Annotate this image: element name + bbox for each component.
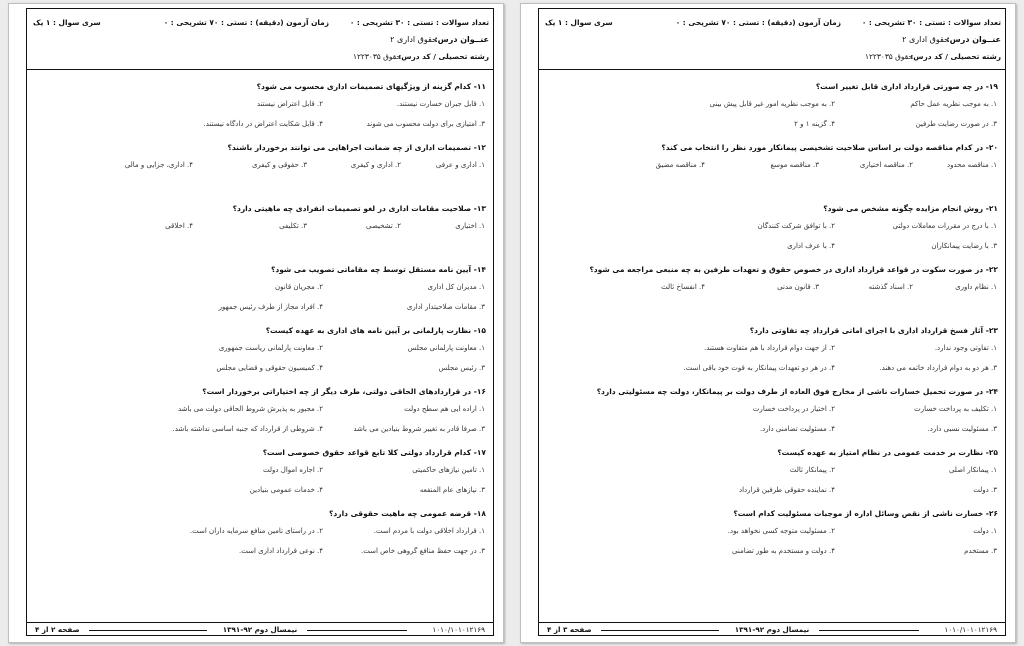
course-title-value: حقوق اداری ۲: [902, 35, 949, 44]
answer-option: ۳. نیازهای عام المنفعه: [419, 486, 485, 494]
exam-code: ۱۰۱۰/۱۰۱۰۱۲۱۶۹: [432, 625, 485, 634]
footer-rule: [601, 630, 719, 631]
question-count: تعداد سوالات : تستی : ۳۰ تشریحی : ۰: [861, 18, 1001, 27]
question-text: ۲۲- در صورت سکوت در قواعد قرارداد اداری در خصوص حقوق و تعهدات طرفین به چه منبعی مراجعه می شود؟: [589, 265, 998, 274]
page-number: صفحه ۲ از ۴: [35, 625, 80, 634]
answer-option: ۳. حقوقی و کیفری: [251, 161, 307, 169]
answer-option: ۴. نماینده حقوقی طرفین قرارداد: [738, 486, 835, 494]
answer-option: ۴. دولت و مستخدم به طور تضامنی: [732, 547, 835, 555]
answer-option: ۲. قابل اعتراض نیستند: [256, 100, 323, 108]
answer-option: ۱. تامین نیازهای حاکمیتی: [412, 466, 485, 474]
answer-option: ۳. در صورت رضایت طرفین: [915, 120, 997, 128]
footer-rule: [307, 630, 407, 631]
answer-option: ۲. اسناد گذشته: [868, 283, 913, 291]
exam-page-right: [520, 3, 1016, 643]
page-frame: [26, 8, 494, 636]
answer-option: ۲. مسئولیت متوجه کسی نخواهد بود.: [727, 527, 835, 535]
question-text: ۱۶- در قراردادهای الحاقی دولتی، طرف دیگر از چه اختیاراتی برخوردار است؟: [202, 387, 486, 396]
answer-option: ۳. مناقصه موسع: [770, 161, 819, 169]
answer-option: ۳. با رضایت پیمانکاران: [931, 242, 997, 250]
page-frame: [538, 8, 1006, 636]
question-text: ۲۵- نظارت بر خدمت عمومی در نظام امتیاز به عهده کیست؟: [777, 448, 998, 457]
answer-option: ۴. اخلاقی: [165, 222, 193, 230]
page-footer: [539, 622, 1005, 635]
answer-option: ۲. در راستای تامین منافع سرمایه داران است.: [189, 527, 323, 535]
answer-option: ۱. مدیران کل اداری: [427, 283, 485, 291]
exam-code: ۱۰۱۰/۱۰۱۰۱۲۱۶۹: [944, 625, 997, 634]
answer-option: ۱. با درج در مقررات معاملات دولتی: [892, 222, 997, 230]
answer-option: ۴. در هر دو تعهدات پیمانکار به قوت خود باقی است.: [683, 364, 835, 372]
answer-option: ۳. امتیازی برای دولت محسوب می شوند: [366, 120, 485, 128]
answer-option: ۱. تکلیف به پرداخت خسارت: [914, 405, 997, 413]
field-code-value: حقوق ۱۲۲۳۰۳۵: [352, 52, 401, 61]
course-title-value: حقوق اداری ۲: [390, 35, 437, 44]
answer-option: ۲. مناقصه اختیاری: [859, 161, 913, 169]
answer-option: ۲. اجاره اموال دولت: [263, 466, 323, 474]
question-text: ۲۳- آثار فسخ قرارداد اداری با اجرای اماتی قرارداد چه تفاوتی دارد؟: [749, 326, 998, 335]
exam-page-left: [8, 3, 504, 643]
answer-option: ۳. صرفا قادر به تغییر شروط بنیادین می باشد: [353, 425, 485, 433]
semester-label: نیمسال دوم ۹۲-۱۳۹۱: [222, 625, 298, 634]
answer-option: ۱. قرارداد اخلاقی دولت با مردم است.: [373, 527, 485, 535]
exam-header: [27, 9, 493, 70]
answer-option: ۲. از جهت دوام قرارداد با هم متفاوت هستند.: [703, 344, 835, 352]
answer-option: ۲. پیمانکار ثالث: [789, 466, 835, 474]
answer-option: ۲. اختیار در پرداخت خسارت: [752, 405, 835, 413]
question-count: تعداد سوالات : تستی : ۳۰ تشریحی : ۰: [349, 18, 489, 27]
course-title-label: عنــوان درس:: [946, 35, 1001, 44]
answer-option: ۱. اراده ایی هم سطح دولت: [404, 405, 485, 413]
answer-option: ۳. در جهت حفظ منافع گروهی خاص است.: [360, 547, 485, 555]
answer-option: ۲. مجبور به پذیرش شروط الحاقی دولت می باشد: [177, 405, 323, 413]
answer-option: ۴. افراد مجاز از طرف رئیس جمهور: [218, 303, 323, 311]
answer-option: ۳. مستخدم: [964, 547, 997, 555]
answer-option: ۴. با عرف اداری: [787, 242, 835, 250]
question-series: سری سوال : ۱ یک: [33, 18, 101, 27]
footer-rule: [819, 630, 919, 631]
answer-option: ۱. قابل جبران خسارت نیستند.: [396, 100, 485, 108]
answer-option: ۲. به موجب نظریه امور غیر قابل پیش بینی: [709, 100, 835, 108]
answer-option: ۳. دولت: [973, 486, 997, 494]
page-number: صفحه ۳ از ۴: [547, 625, 592, 634]
answer-option: ۴. نوعی قرارداد اداری است.: [239, 547, 323, 555]
answer-option: ۱. نظام داوری: [955, 283, 997, 291]
question-text: ۱۸- قرضه عمومی چه ماهیت حقوقی دارد؟: [329, 509, 486, 518]
question-text: ۲۰- در کدام مناقصه دولت بر اساس صلاحیت تشخیصی پیمانکار مورد نظر را انتخاب می کند؟: [661, 143, 998, 152]
question-text: ۲۶- خسارت ناشی از نقص وسائل اداره از موجبات مسئولیت کدام است؟: [733, 509, 998, 518]
footer-rule: [89, 630, 207, 631]
answer-option: ۱. به موجب نظریه عمل حاکم: [910, 100, 997, 108]
question-text: ۱۷- کدام قرارداد دولتی کلا تابع قواعد حقوق خصوصی است؟: [262, 448, 486, 457]
answer-option: ۴. گزینه ۱ و ۲: [794, 120, 835, 128]
question-text: ۱۱- کدام گزینه از ویژگیهای تصمیمات اداری محسوب می شود؟: [256, 82, 486, 91]
answer-option: ۱. اداری و عرفی: [435, 161, 485, 169]
question-text: ۱۴- آیین نامه مستقل توسط چه مقاماتی تصویب می شود؟: [271, 265, 486, 274]
answer-option: ۳. مسئولیت نسبی دارد.: [927, 425, 997, 433]
answer-option: ۳. تکلیفی: [279, 222, 307, 230]
question-series: سری سوال : ۱ یک: [545, 18, 613, 27]
semester-label: نیمسال دوم ۹۲-۱۳۹۱: [734, 625, 810, 634]
field-code-label: رشته تحصیلی / کد درس:: [398, 52, 489, 61]
answer-option: ۱. مناقصه محدود: [946, 161, 997, 169]
field-code-label: رشته تحصیلی / کد درس:: [910, 52, 1001, 61]
field-code-value: حقوق ۱۲۲۳۰۳۵: [864, 52, 913, 61]
answer-option: ۴. انفساخ ثالث: [661, 283, 705, 291]
course-title-label: عنــوان درس:: [434, 35, 489, 44]
answer-option: ۳. قانون مدنی: [777, 283, 819, 291]
answer-option: ۱. اختیاری: [455, 222, 485, 230]
answer-option: ۲. معاونت پارلمانی ریاست جمهوری: [218, 344, 323, 352]
answer-option: ۴. مسئولیت تضامنی دارد.: [759, 425, 835, 433]
answer-option: ۴. اداری، جزایی و مالی: [124, 161, 193, 169]
answer-option: ۳. رئیس مجلس: [438, 364, 485, 372]
answer-option: ۲. اداری و کیفری: [350, 161, 401, 169]
question-text: ۱۳- صلاحیت مقامات اداری در لغو تصمیمات انفرادی چه ماهیتی دارد؟: [232, 204, 486, 213]
answer-option: ۳. هر دو به دوام قرارداد خاتمه می دهند.: [879, 364, 997, 372]
exam-time: زمان آزمون (دقیقه) : تستی : ۷۰ تشریحی : ۰: [163, 18, 329, 27]
exam-time: زمان آزمون (دقیقه) : تستی : ۷۰ تشریحی : ۰: [675, 18, 841, 27]
question-text: ۱۵- نظارت پارلمانی بر آیین نامه های اداری به عهده کیست؟: [265, 326, 486, 335]
answer-option: ۴. مناقصه مضیق: [655, 161, 705, 169]
answer-option: ۱. پیمانکار اصلی: [948, 466, 997, 474]
question-text: ۱۲- تصمیمات اداری از چه ضمانت اجراهایی می توانند برخوردار باشند؟: [227, 143, 486, 152]
answer-option: ۱. تفاوتی وجود ندارد.: [934, 344, 997, 352]
answer-option: ۳. مقامات صلاحیتدار اداری: [406, 303, 485, 311]
exam-header: [539, 9, 1005, 70]
answer-option: ۲. تشخیصی: [366, 222, 401, 230]
answer-option: ۲. با توافق شرکت کنندگان: [757, 222, 835, 230]
page-footer: [27, 622, 493, 635]
answer-option: ۴. قابل شکایت اعتراض در دادگاه نیستند.: [203, 120, 323, 128]
question-text: ۱۹- در چه صورتی قرارداد اداری قابل تغییر است؟: [815, 82, 998, 91]
answer-option: ۱. معاونت پارلمانی مجلس: [407, 344, 485, 352]
question-text: ۲۴- در صورت تحمیل خسارات ناشی از مخارج فوق العاده از طرف دولت بر پیمانکار، دولت چه مسئولیتی دارد؟: [596, 387, 998, 396]
answer-option: ۲. مجریان قانون: [275, 283, 323, 291]
answer-option: ۴. شروطی از قرارداد که جنبه اساسی نداشته باشد.: [172, 425, 323, 433]
question-text: ۲۱- روش انجام مزایده چگونه مشخص می شود؟: [823, 204, 998, 213]
answer-option: ۱. دولت: [973, 527, 997, 535]
answer-option: ۴. خدمات عمومی بنیادین: [249, 486, 323, 494]
answer-option: ۴. کمیسیون حقوقی و قضایی مجلس: [216, 364, 323, 372]
